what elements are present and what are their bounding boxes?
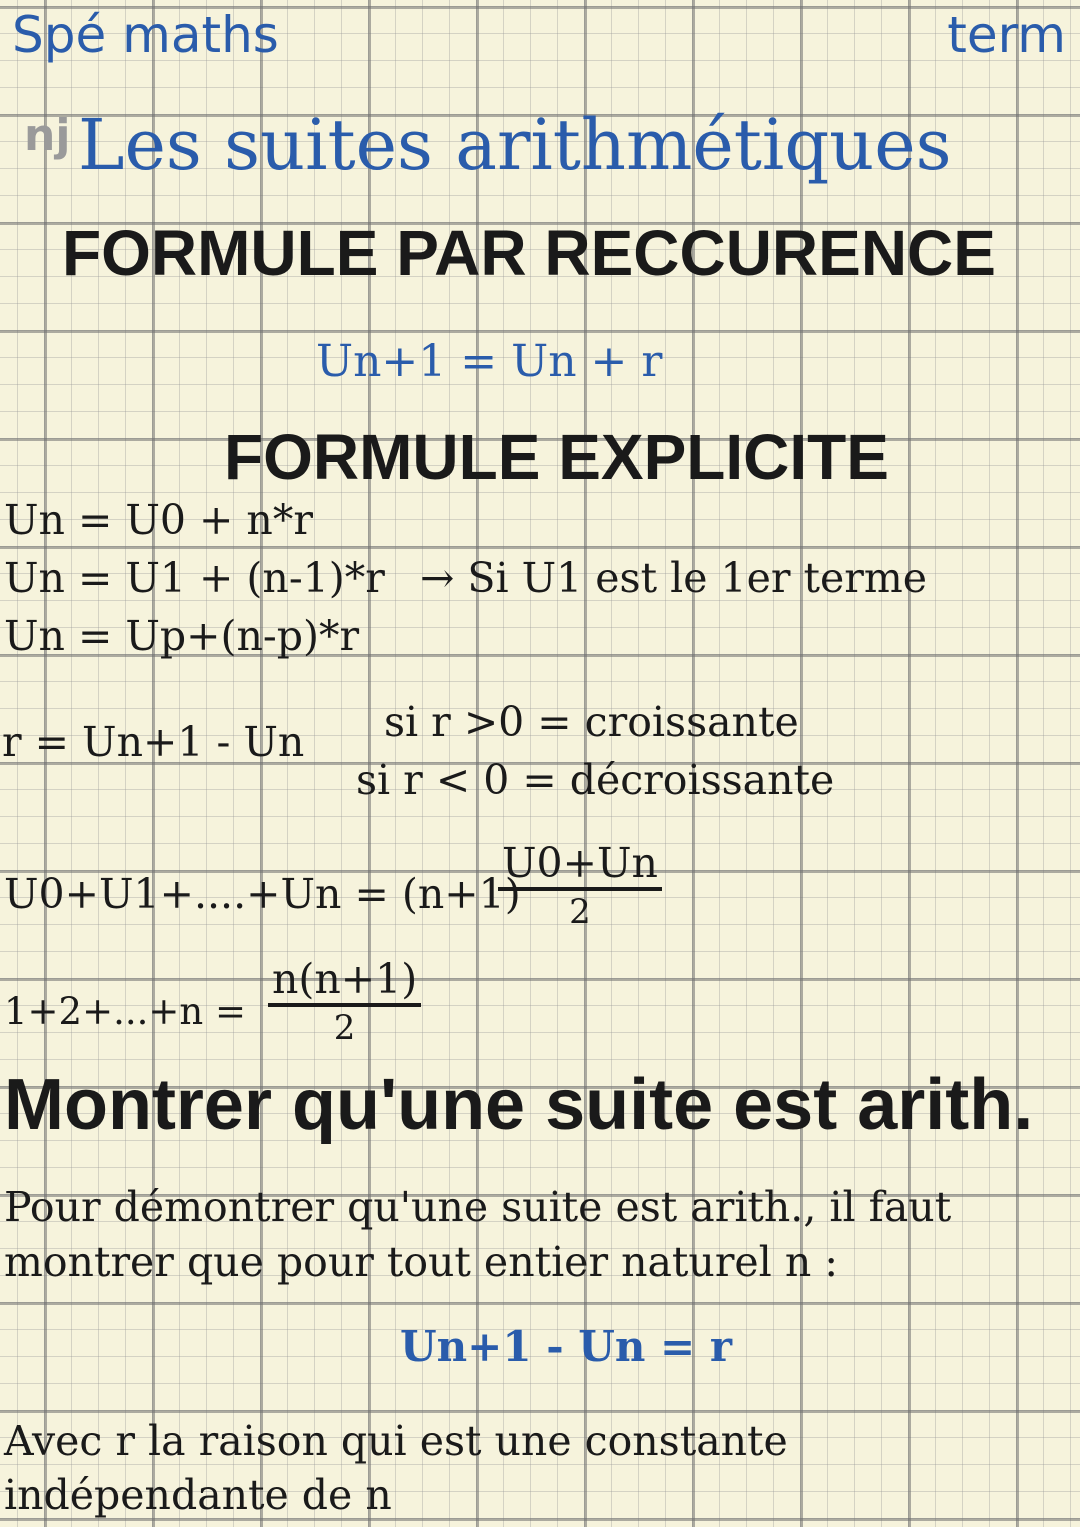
show-paragraph: Pour démontrer qu'une suite est arith., il faut montrer que pour tout entier naturel n : (4, 1183, 952, 1286)
recurrence-heading: FORMULE PAR RECCURENCE (62, 217, 996, 289)
explicit-heading: FORMULE EXPLICITE (224, 421, 889, 493)
sum-terms-denominator: 2 (569, 892, 591, 933)
subject-label: Spé maths (12, 6, 279, 64)
sum-terms-lhs: U0+U1+....+Un = (n+1) (4, 870, 521, 918)
sum-integers-lhs: 1+2+...+n = (4, 990, 246, 1033)
explicit-formula-u1: Un = U1 + (n-1)*r (4, 554, 385, 602)
explicit-formula-note: → Si U1 est le 1er terme (420, 554, 927, 602)
sum-integers-fraction (268, 956, 421, 1050)
level-label: term (947, 6, 1066, 64)
show-heading: Montrer qu'une suite est arith. (4, 1065, 1034, 1145)
increasing-condition: si r >0 = croissante (384, 698, 799, 746)
conclusion-paragraph: Avec r la raison qui est une constante indépendante de n (4, 1417, 788, 1519)
decreasing-condition: si r < 0 = décroissante (356, 756, 835, 804)
sum-terms-fraction (498, 840, 662, 934)
recurrence-formula: Un+1 = Un + r (316, 336, 663, 387)
reason-formula: r = Un+1 - Un (2, 718, 305, 766)
sum-integers-denominator: 2 (333, 1008, 356, 1049)
key-formula: Un+1 - Un = r (400, 1322, 732, 1371)
sum-integers-numerator: n(n+1) (268, 956, 421, 1007)
logo: nj (24, 110, 71, 161)
sum-terms-numerator: U0+Un (498, 840, 662, 891)
explicit-formula-up: Un = Up+(n-p)*r (4, 612, 360, 660)
explicit-formula-u0: Un = U0 + n*r (4, 496, 313, 544)
page-title: Les suites arithmétiques (78, 104, 952, 186)
